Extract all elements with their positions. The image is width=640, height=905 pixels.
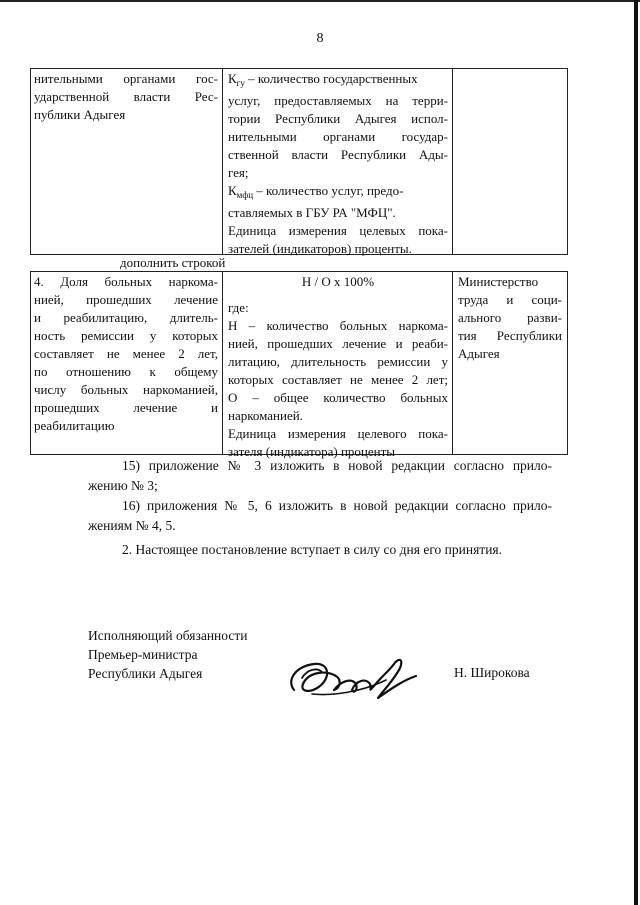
- table-top-col1: [34, 70, 218, 124]
- kmfc-subscript: мфц: [236, 190, 254, 200]
- row4-col1-line: по отношению к общему: [34, 364, 218, 379]
- paragraph-15-line: 15) приложение № 3 изложить в новой редакции согласно прило-: [122, 458, 552, 473]
- signature-title-line: Премьер-министра: [88, 647, 198, 662]
- signature-title-line: Исполняющий обязанности: [88, 628, 248, 643]
- kgu-definition-line: [228, 70, 448, 92]
- row4-col2-line: где:: [228, 300, 249, 315]
- paragraph-15-line: жению № 3;: [88, 478, 158, 493]
- kgu-subscript: гу: [236, 78, 245, 88]
- table-top-divider-1: [222, 68, 223, 254]
- row4-col1-line: нией, прошедших лечение: [34, 292, 218, 307]
- table-top-col2-line: тории Республики Адыгея испол-: [228, 111, 448, 126]
- paragraph-2: [88, 540, 552, 560]
- table-top-col2-line: зателей (индикаторов) проценты.: [228, 241, 412, 256]
- table-top-col2-line: ственной власти Республики Ады-: [228, 147, 448, 162]
- signature-title: [88, 626, 247, 683]
- row4-left-border: [30, 271, 31, 454]
- paragraph-16-line: 16) приложения № 5, 6 изложить в новой редакции согласно прило-: [122, 498, 552, 513]
- row4-col2-line: Н – количество больных наркома-: [228, 318, 448, 333]
- row4-col3-line: ального разви-: [458, 310, 562, 325]
- insert-note: дополнить строкой: [120, 255, 226, 270]
- row4-col1-line: реабилитацию: [34, 418, 115, 433]
- paragraph-16-line: жениям № 4, 5.: [88, 518, 176, 533]
- row4-top-border: [30, 271, 568, 272]
- row4-col2: [228, 273, 448, 461]
- row4-col3-line: Адыгея: [458, 346, 500, 361]
- kmfc-symbol: К: [228, 183, 237, 198]
- signatory-name: Н. Широкова: [454, 665, 530, 680]
- row4-col2-line: зателя (индикатора) проценты: [228, 444, 396, 459]
- table-top-col2-line: Единица измерения целевых пока-: [228, 223, 448, 238]
- kgu-symbol: К: [228, 71, 237, 86]
- table-top-col2: [228, 70, 448, 258]
- page-right-edge: [634, 0, 638, 905]
- table-top-border: [30, 68, 568, 69]
- handwritten-signature: [282, 650, 422, 711]
- paragraph-15: [88, 456, 552, 496]
- row4-col3-line: труда и соци-: [458, 292, 562, 307]
- row4-formula: Н / О х 100%: [301, 274, 375, 289]
- row4-col2-line: нией, прошедших лечение и реаби-: [228, 336, 448, 351]
- table-top-col1-line: публики Адыгея: [34, 107, 126, 122]
- row4-spacer: [228, 291, 448, 299]
- page-top-edge: [0, 0, 640, 2]
- row4-col1: [34, 273, 218, 435]
- row4-right-border: [567, 271, 568, 454]
- row4-col2-line: О – общее количество больных: [228, 390, 448, 405]
- row4-col2-line: Единица измерения целевого пока-: [228, 426, 448, 441]
- kmfc-text: – количество услуг, предо-: [253, 183, 404, 198]
- row4-col1-line: составляет не менее 2 лет,: [34, 346, 218, 361]
- row4-col2-line: наркоманией.: [228, 408, 303, 423]
- paragraph-16: [88, 496, 552, 536]
- page-number: 8: [316, 31, 324, 46]
- row4-col1-line: 4. Доля больных наркома-: [34, 274, 218, 289]
- table-top-col2-line: услуг, предоставляемых на терри-: [228, 93, 448, 108]
- row4-col3: [458, 273, 562, 363]
- row4-col1-line: числу больных наркоманией,: [34, 382, 218, 397]
- table-top-col1-line: нительными органами гос-: [34, 71, 218, 86]
- table-top-left-border: [30, 68, 31, 254]
- row4-col3-line: тия Республики: [458, 328, 562, 343]
- table-top-col2-line: нительными органами государ-: [228, 129, 448, 144]
- row4-col1-line: прошедших лечение и: [34, 400, 218, 415]
- row4-divider-2: [452, 271, 453, 454]
- signature-scribble-icon: [282, 650, 422, 706]
- kmfc-definition-line: [228, 182, 448, 204]
- kgu-text: – количество государственных: [244, 71, 418, 86]
- row4-col1-line: и реабилитацию, длитель-: [34, 310, 218, 325]
- row4-col3-line: Министерство: [458, 274, 539, 289]
- row4-col2-line: которых составляет не менее 2 лет;: [228, 372, 448, 387]
- row4-divider-1: [222, 271, 223, 454]
- row4-col2-line: литацию, длительность ремиссии у: [228, 354, 448, 369]
- table-top-divider-2: [452, 68, 453, 254]
- table-top-right-border: [567, 68, 568, 254]
- signature-title-line: Республики Адыгея: [88, 666, 203, 681]
- row4-col1-line: ность ремиссии у которых: [34, 328, 218, 343]
- table-top-col2-line: гея;: [228, 165, 249, 180]
- table-top-col2-line: ставляемых в ГБУ РА "МФЦ".: [228, 205, 396, 220]
- table-top-col1-line: ударственной власти Рес-: [34, 89, 218, 104]
- paragraph-2-line: 2. Настоящее постановление вступает в силу со дня его принятия.: [122, 542, 503, 557]
